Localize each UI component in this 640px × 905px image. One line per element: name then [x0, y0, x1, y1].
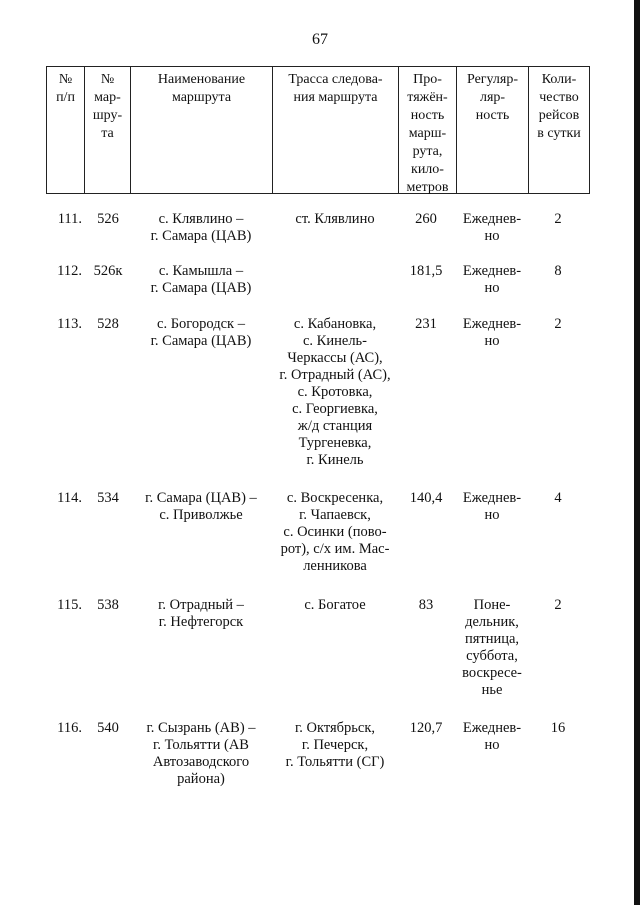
route-trips: 2 [554, 597, 562, 613]
route-number: 528 [97, 316, 119, 332]
route-length: 181,5 [409, 263, 443, 279]
route-number: 526 [97, 211, 119, 227]
route-name: г. Самара (ЦАВ) – с. Приволжье [145, 490, 257, 523]
route-number: 526к [93, 263, 123, 279]
row-num: 111. [57, 211, 82, 227]
table-header [46, 66, 590, 194]
route-number: 538 [97, 597, 119, 613]
route-name: с. Клявлино – г. Самара (ЦАВ) [150, 211, 252, 244]
header-route-name: Наименование маршрута [131, 67, 273, 193]
route-length: 231 [415, 316, 437, 332]
row-num: 115. [57, 597, 82, 613]
route-regularity: Ежеднев- но [462, 211, 522, 244]
route-regularity: Поне- дельник, пятница, суббота, воскресе- нье [462, 597, 522, 698]
row-num: 113. [57, 316, 82, 332]
scan-edge [634, 0, 640, 905]
route-length: 260 [415, 211, 437, 227]
route-trips: 8 [554, 263, 562, 279]
row-num: 116. [57, 720, 82, 736]
route-regularity: Ежеднев- но [462, 720, 522, 753]
row-num: 114. [57, 490, 82, 506]
route-path: ст. Клявлино [295, 211, 375, 227]
route-trips: 16 [550, 720, 566, 736]
route-length: 83 [418, 597, 434, 613]
route-path: с. Богатое [304, 597, 366, 613]
route-regularity: Ежеднев- но [462, 316, 522, 349]
route-name: г. Сызрань (АВ) – г. Тольятти (АВ Автозаводского района) [146, 720, 256, 787]
route-path: с. Воскресенка, г. Чапаевск, с. Осинки (пово- рот), с/х им. Мас- ленникова [280, 490, 390, 574]
row-num: 112. [57, 263, 82, 279]
route-path: г. Октябрьск, г. Печерск, г. Тольятти (СГ) [285, 720, 385, 770]
page-number: 67 [312, 31, 328, 48]
route-name: г. Отрадный – г. Нефтегорск [158, 597, 244, 630]
route-trips: 2 [554, 316, 562, 332]
route-length: 120,7 [409, 720, 443, 736]
route-regularity: Ежеднев- но [462, 490, 522, 523]
header-route-number: № мар- шру- та [85, 67, 131, 193]
header-num: № п/п [47, 67, 85, 193]
route-length: 140,4 [409, 490, 443, 506]
route-number: 534 [97, 490, 119, 506]
route-name: с. Камышла – г. Самара (ЦАВ) [150, 263, 252, 296]
header-route-path: Трасса следова- ния маршрута [273, 67, 399, 193]
route-number: 540 [97, 720, 119, 736]
route-trips: 2 [554, 211, 562, 227]
route-trips: 4 [554, 490, 562, 506]
header-length: Про- тяжён- ность марш- рута, кило- метров [399, 67, 457, 193]
header-trips: Коли- чество рейсов в сутки [537, 72, 581, 141]
route-path: с. Кабановка, с. Кинель- Черкассы (АС), г. Отрадный (АС), с. Кротовка, с. Георгиевка, ж/д станция Тургеневка, г. Кинель [279, 316, 391, 468]
header-regularity: Регуляр- ляр- ность [457, 67, 529, 193]
route-name: с. Богородск – г. Самара (ЦАВ) [150, 316, 252, 349]
route-regularity: Ежеднев- но [462, 263, 522, 296]
